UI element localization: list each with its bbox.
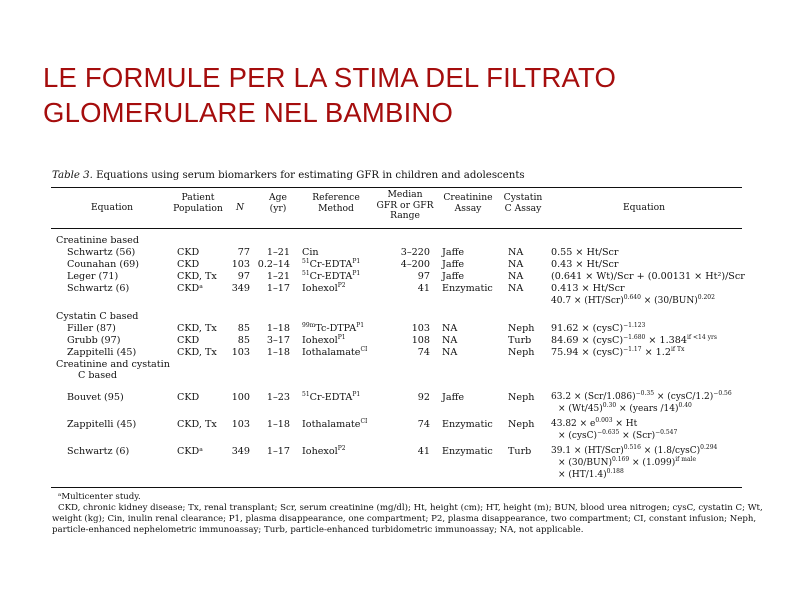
header-creatinine-assay: Creatinine Assay	[443, 192, 493, 214]
row-cystatin-assay: NA	[508, 247, 524, 258]
row-gfr: 74	[417, 347, 430, 358]
header-patient-population: Patient Population	[173, 192, 223, 214]
table-caption	[52, 170, 525, 181]
row-age: 1–17	[266, 446, 290, 457]
row-n: 349	[231, 446, 250, 457]
row-creatinine-assay: NA	[442, 323, 458, 334]
slide-title	[43, 60, 616, 130]
row-formula: $39.1 \times (HT/Scr)^{0.516}$ × (1.8/cysC)$^{0.294}$	[551, 444, 718, 456]
row-n: 85	[237, 323, 250, 334]
row-cystatin-assay: NA	[508, 271, 524, 282]
row-age: 1–17	[266, 283, 290, 294]
row-reference-method: $^{51}Cr-EDTA^{P1}$	[302, 270, 361, 282]
footnote-abbreviations-line-1: CKD, chronic kidney disease; Tx, renal transplant; Scr, serum creatinine (mg/dl); Ht, height (cm); HT, height (m); BUN, blood urea nitrogen; cysC, cystatin C; Wt,	[58, 503, 763, 513]
row-gfr: 41	[417, 283, 430, 294]
row-creatinine-assay: Jaffe	[442, 392, 465, 403]
row-reference-method: $^{99m}Tc-DTPA^{P1}$	[302, 322, 365, 334]
row-creatinine-assay: Enzymatic	[442, 419, 493, 430]
row-equation-name: Counahan (69)	[67, 259, 140, 270]
table-caption-text: Equations using serum biomarkers for estimating GFR in children and adolescents	[92, 170, 525, 181]
row-gfr: 74	[417, 419, 430, 430]
row-n: 349	[231, 283, 250, 294]
row-reference-method: Iothalamate$^{CI}$	[302, 346, 368, 358]
row-equation-name: Bouvet (95)	[67, 392, 124, 403]
row-formula-line-2: $40.7 \times (HT/Scr)^{0.640} \times (30/BUN)^{0.202}$	[551, 294, 715, 306]
row-age: 1–23	[266, 392, 290, 403]
header-bottom-rule	[51, 228, 742, 229]
row-age: 1–18	[266, 347, 290, 358]
row-cystatin-assay: Turb	[508, 446, 532, 457]
row-reference-method: Iohexol$^{P1}$	[302, 334, 346, 346]
table-label: Table 3.	[52, 170, 93, 181]
header-formula: Equation	[622, 202, 666, 213]
row-gfr: 97	[417, 271, 430, 282]
header-age: Age (yr)	[269, 192, 287, 214]
row-formula: 0.43 × Ht/Scr	[551, 259, 619, 270]
row-cystatin-assay: Neph	[508, 347, 535, 358]
row-population: CKD	[177, 259, 200, 270]
row-formula-line-2: × (cysC)$^{-0.635}$ × (Scr)$^{-0.547}$	[558, 429, 678, 441]
row-equation-name: Zappitelli (45)	[67, 347, 137, 358]
slide-title-line-2: GLOMERULARE NEL BAMBINO	[43, 97, 454, 128]
row-gfr: 3–220	[400, 247, 430, 258]
row-gfr: 4–200	[400, 259, 430, 270]
footnote-abbreviations-line-3: particle-enhanced nephelometric immunoassay; Turb, particle-enhanced turbidometric immunoassay; NA, not applicable.	[52, 525, 584, 535]
header-median-gfr: Median GFR or GFR Range	[376, 189, 434, 221]
row-formula-line-3: × $(HT/1.4)^{0.188}$	[558, 468, 624, 480]
row-formula: $63.2 \times (Scr/1.086)^{-0.35}$ × (cysC/1.2)$^{-0.56}$	[551, 390, 732, 402]
row-equation-name: Schwartz (56)	[67, 247, 136, 258]
group-cystatin-c-based: Cystatin C based	[56, 311, 139, 322]
row-n: 103	[231, 419, 250, 430]
row-creatinine-assay: Enzymatic	[442, 283, 493, 294]
row-reference-method: $^{51}Cr-EDTA^{P1}$	[302, 391, 361, 403]
row-cystatin-assay: NA	[508, 259, 524, 270]
row-cystatin-assay: Turb	[508, 335, 532, 346]
row-creatinine-assay: Jaffe	[442, 271, 465, 282]
row-formula-line-2: × $(Wt/45)^{0.30}$ × (years /14)$^{0.40}$	[558, 402, 692, 414]
row-gfr: 92	[417, 392, 430, 403]
header-cystatin-assay: Cystatin C Assay	[503, 192, 543, 214]
row-population: CKD	[177, 335, 200, 346]
footnote-abbreviations-line-2: weight (kg); Cin, inulin renal clearance; P1, plasma disappearance, one compartment; P2, plasma disappearance, two compartment; CI, constant infusion; Neph,	[52, 514, 757, 524]
group-creatinine-based: Creatinine based	[56, 235, 140, 246]
row-equation-name: Leger (71)	[67, 271, 119, 282]
row-reference-method: $^{51}Cr-EDTA^{P1}$	[302, 258, 361, 270]
header-equation: Equation	[90, 202, 134, 213]
row-n: 100	[231, 392, 250, 403]
row-population: CKD, Tx	[177, 347, 217, 358]
row-cystatin-assay: Neph	[508, 392, 535, 403]
row-creatinine-assay: Jaffe	[442, 247, 465, 258]
row-formula: 84.69 × (cysC)$^{-1.680}$ × $1.384^{if <14 yrs}$	[551, 334, 717, 346]
row-formula: 91.62 × (cysC)$^{-1.123}$	[551, 322, 646, 334]
row-population: CKDᵃ	[177, 283, 203, 294]
row-formula: 0.413 × Ht/Scr	[551, 283, 625, 294]
footnote-multicenter: ᵃMulticenter study.	[58, 492, 141, 502]
row-age: 1–18	[266, 419, 290, 430]
row-equation-name: Grubb (97)	[67, 335, 121, 346]
row-equation-name: Schwartz (6)	[67, 283, 130, 294]
row-population: CKD	[177, 392, 200, 403]
row-n: 97	[237, 271, 250, 282]
table-bottom-rule	[51, 487, 742, 488]
row-age: 1–18	[266, 323, 290, 334]
row-formula-line-2: × $(30/BUN)^{0.169} \times (1.099)^{if male}$	[558, 456, 697, 468]
row-formula: 75.94 × (cysC)$^{-1.17}$ × $1.2^{if Tx}$	[551, 346, 685, 358]
row-reference-method: Iohexol$^{P2}$	[302, 282, 346, 294]
slide-title-line-1: LE FORMULE PER LA STIMA DEL FILTRATO	[43, 62, 617, 93]
header-n: N	[235, 202, 245, 213]
row-reference-method: Iothalamate$^{CI}$	[302, 418, 368, 430]
row-creatinine-assay: NA	[442, 347, 458, 358]
row-n: 103	[231, 347, 250, 358]
row-gfr: 103	[411, 323, 430, 334]
row-cystatin-assay: Neph	[508, 323, 535, 334]
row-age: 3–17	[266, 335, 290, 346]
row-formula: $43.82 \times e^{0.003} \times Ht$	[551, 417, 638, 429]
row-reference-method: Iohexol$^{P2}$	[302, 445, 346, 457]
row-n: 85	[237, 335, 250, 346]
row-formula: (0.641 × Wt)/Scr + (0.00131 × Ht²)/Scr	[551, 271, 745, 282]
row-age: 0.2–14	[257, 259, 290, 270]
row-formula: 0.55 × Ht/Scr	[551, 247, 619, 258]
row-population: CKDᵃ	[177, 446, 203, 457]
row-gfr: 108	[411, 335, 430, 346]
table-top-rule	[51, 187, 742, 188]
row-age: 1–21	[266, 271, 290, 282]
row-cystatin-assay: NA	[508, 283, 524, 294]
row-n: 77	[237, 247, 250, 258]
row-creatinine-assay: Jaffe	[442, 259, 465, 270]
row-cystatin-assay: Neph	[508, 419, 535, 430]
row-population: CKD	[177, 247, 200, 258]
row-reference-method: Cin	[302, 247, 319, 258]
row-n: 103	[231, 259, 250, 270]
row-equation-name: Schwartz (6)	[67, 446, 130, 457]
row-population: CKD, Tx	[177, 419, 217, 430]
header-reference-method: Reference Method	[312, 192, 360, 214]
row-age: 1–21	[266, 247, 290, 258]
group-creatinine-and-cystatin-c-based: Creatinine and cystatin C based	[56, 359, 170, 381]
row-population: CKD, Tx	[177, 271, 217, 282]
row-creatinine-assay: NA	[442, 335, 458, 346]
row-population: CKD, Tx	[177, 323, 217, 334]
row-equation-name: Zappitelli (45)	[67, 419, 137, 430]
row-gfr: 41	[417, 446, 430, 457]
row-equation-name: Filler (87)	[67, 323, 116, 334]
row-creatinine-assay: Enzymatic	[442, 446, 493, 457]
